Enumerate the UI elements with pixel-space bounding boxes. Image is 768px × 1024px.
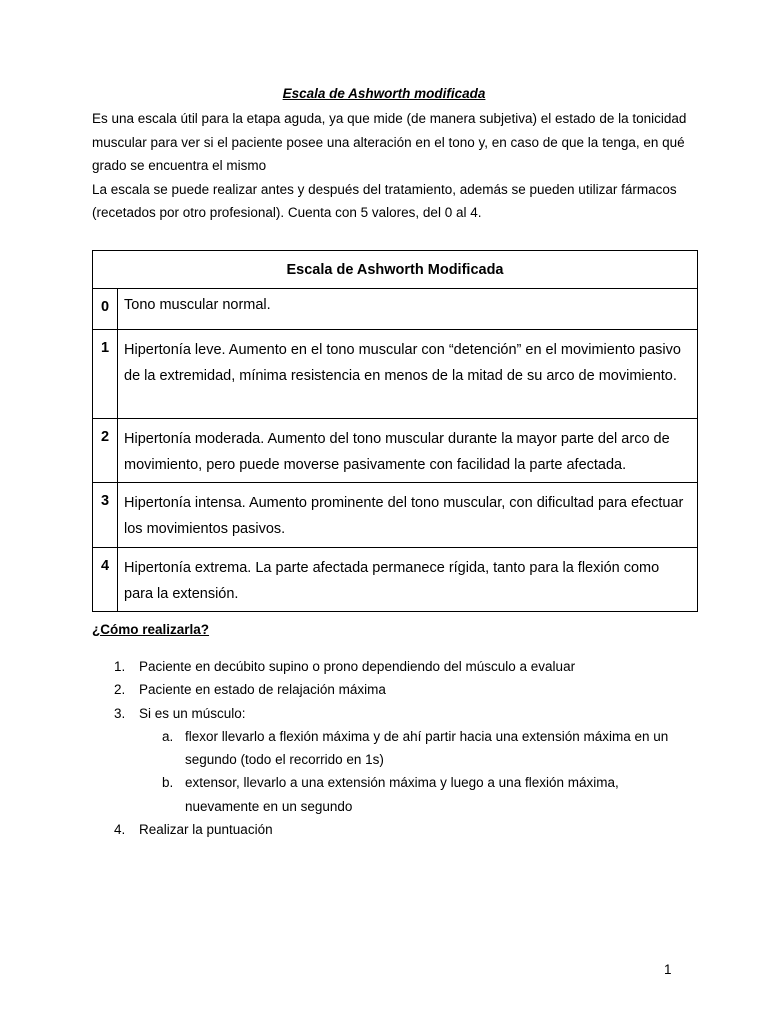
- list-marker: 3.: [114, 705, 126, 721]
- list-item-text: Realizar la puntuación: [139, 822, 273, 838]
- description-cell: Hipertonía leve. Aumento en el tono muscular con “detención” en el movimiento pasivo de la extremidad, mínima resistencia en menos de la mitad de su arco de movimiento.: [118, 330, 698, 419]
- description-cell: Hipertonía intensa. Aumento prominente del tono muscular, con dificultad para efectuar los movimientos pasivos.: [118, 483, 698, 548]
- ashworth-scale-table: [92, 250, 698, 612]
- grade-cell: 1: [93, 330, 118, 419]
- table-row: [93, 330, 698, 419]
- document-title: Escala de Ashworth modificada: [282, 86, 486, 101]
- list-item: [92, 678, 692, 701]
- list-marker: 1.: [114, 659, 126, 674]
- page-number: 1: [664, 962, 672, 977]
- table-row: [93, 483, 698, 548]
- list-item-text: Paciente en estado de relajación máxima: [139, 682, 386, 698]
- grade-cell: 4: [93, 548, 118, 612]
- list-marker: b.: [162, 775, 174, 791]
- steps-list: [92, 655, 692, 841]
- list-item-text: flexor llevarlo a flexión máxima y de ahí partir hacia una extensión máxima en un segundo (todo el recorrido en 1s): [185, 728, 669, 768]
- description-cell: Hipertonía extrema. La parte afectada permanece rígida, tanto para la flexión como para la extensión.: [118, 548, 698, 612]
- sub-list-item: [92, 771, 692, 818]
- list-marker: 2.: [114, 682, 126, 698]
- table-row: [93, 548, 698, 612]
- sub-list-item: [92, 725, 692, 772]
- intro-paragraph: La escala se puede realizar antes y después del tratamiento, además se pueden utilizar fármacos (recetados por otro profesional). Cuenta con 5 valores, del 0 al 4.: [92, 181, 677, 220]
- list-item: [92, 655, 692, 678]
- grade-cell: 3: [93, 483, 118, 548]
- table-header-row: [93, 251, 698, 289]
- list-marker: 4.: [114, 822, 126, 838]
- table-row: [93, 419, 698, 483]
- table-header: Escala de Ashworth Modificada: [93, 251, 698, 289]
- intro-paragraph: Es una escala útil para la etapa aguda, ya que mide (de manera subjetiva) el estado de la tonicidad muscular para ver si el paciente posee una alteración en el tono y, en caso de que la tenga, en qué grado se encuentra el mismo: [92, 111, 687, 173]
- description-cell: Hipertonía moderada. Aumento del tono muscular durante la mayor parte del arco de movimiento, pero puede moverse pasivamente con facilidad la parte afectada.: [118, 419, 698, 483]
- list-marker: a.: [162, 728, 174, 744]
- table-row: [93, 289, 698, 330]
- list-item-text: Si es un músculo:: [139, 705, 246, 721]
- howto-heading: ¿Cómo realizarla?: [92, 622, 210, 637]
- list-item: [92, 702, 692, 725]
- list-item: [92, 818, 692, 841]
- grade-cell: 0: [93, 289, 118, 330]
- grade-cell: 2: [93, 419, 118, 483]
- intro-text: [92, 107, 692, 225]
- list-item-text: Paciente en decúbito supino o prono dependiendo del músculo a evaluar: [139, 659, 576, 674]
- list-item-text: extensor, llevarlo a una extensión máxima y luego a una flexión máxima, nuevamente en un segundo: [185, 775, 619, 814]
- description-cell: Tono muscular normal.: [118, 289, 698, 330]
